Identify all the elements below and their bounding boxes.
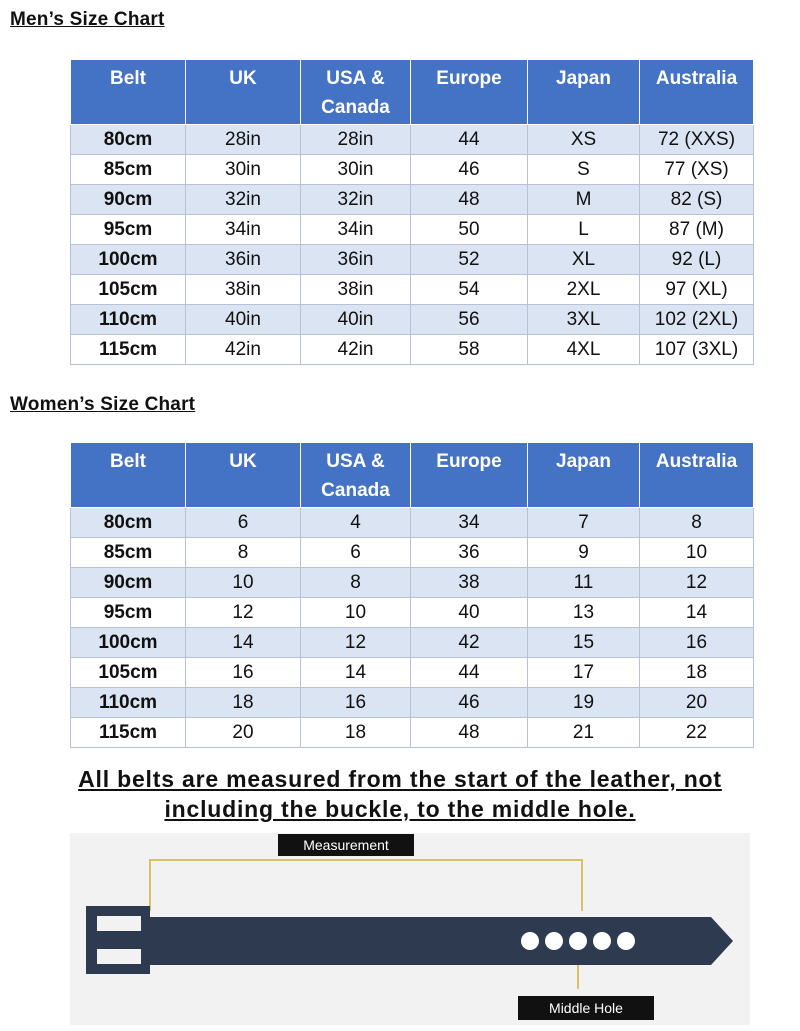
table-row: [71, 568, 754, 598]
size-cell: 12: [301, 628, 411, 658]
belt-size-cell: 95cm: [71, 215, 186, 245]
size-cell: 34in: [186, 215, 301, 245]
size-cell: 4XL: [528, 335, 640, 365]
buckle-slot-top: [97, 916, 141, 931]
belt-size-cell: 80cm: [71, 508, 186, 538]
size-cell: 12: [186, 598, 301, 628]
size-cell: 7: [528, 508, 640, 538]
table-row: [71, 215, 754, 245]
size-cell: 42in: [301, 335, 411, 365]
measurement-note: [0, 764, 800, 824]
belt-size-cell: 105cm: [71, 275, 186, 305]
size-cell: 8: [301, 568, 411, 598]
size-cell: 32in: [301, 185, 411, 215]
size-cell: 38: [411, 568, 528, 598]
size-cell: 44: [411, 658, 528, 688]
size-cell: 34: [411, 508, 528, 538]
size-cell: 20: [186, 718, 301, 748]
belt-hole: [545, 932, 563, 950]
size-cell: 15: [528, 628, 640, 658]
size-cell: L: [528, 215, 640, 245]
size-cell: 13: [528, 598, 640, 628]
measure-line-right: [581, 859, 583, 911]
size-cell: 18: [640, 658, 754, 688]
belt-size-cell: 100cm: [71, 628, 186, 658]
belt-size-cell: 90cm: [71, 568, 186, 598]
table-row: [71, 125, 754, 155]
size-cell: S: [528, 155, 640, 185]
size-cell: 18: [186, 688, 301, 718]
size-cell: 9: [528, 538, 640, 568]
column-header: Australia: [640, 443, 754, 508]
table-row: [71, 335, 754, 365]
column-header: UK: [186, 60, 301, 125]
table-row: [71, 508, 754, 538]
size-cell: 82 (S): [640, 185, 754, 215]
size-cell: 28in: [186, 125, 301, 155]
belt-size-cell: 85cm: [71, 155, 186, 185]
belt-size-cell: 95cm: [71, 598, 186, 628]
size-cell: 28in: [301, 125, 411, 155]
column-header: USA & Canada: [301, 443, 411, 508]
size-cell: 34in: [301, 215, 411, 245]
size-cell: 22: [640, 718, 754, 748]
womens-size-table: [70, 442, 754, 748]
mens-size-chart-title: Men’s Size Chart: [10, 9, 165, 30]
table-header-row: [71, 60, 754, 125]
buckle-slot-bottom: [97, 949, 141, 964]
measure-line-left: [149, 859, 151, 911]
table-row: [71, 628, 754, 658]
size-cell: 36: [411, 538, 528, 568]
belt-size-cell: 90cm: [71, 185, 186, 215]
size-cell: 14: [640, 598, 754, 628]
mens-size-table: [70, 59, 754, 365]
size-cell: 77 (XS): [640, 155, 754, 185]
size-cell: 72 (XXS): [640, 125, 754, 155]
size-cell: 46: [411, 155, 528, 185]
measurement-label: Measurement: [278, 834, 414, 856]
size-cell: 42: [411, 628, 528, 658]
size-cell: 2XL: [528, 275, 640, 305]
table-row: [71, 305, 754, 335]
size-cell: 56: [411, 305, 528, 335]
table-row: [71, 688, 754, 718]
size-cell: 38in: [301, 275, 411, 305]
size-cell: 30in: [186, 155, 301, 185]
column-header: Belt: [71, 443, 186, 508]
belt-size-cell: 100cm: [71, 245, 186, 275]
size-cell: 10: [301, 598, 411, 628]
belt-measurement-diagram: [70, 833, 750, 1025]
column-header: Belt: [71, 60, 186, 125]
size-cell: XL: [528, 245, 640, 275]
column-header: Japan: [528, 60, 640, 125]
table-header-row: [71, 443, 754, 508]
belt-tip: [711, 917, 733, 965]
belt-size-cell: 110cm: [71, 305, 186, 335]
column-header: Europe: [411, 60, 528, 125]
size-cell: 54: [411, 275, 528, 305]
size-cell: 19: [528, 688, 640, 718]
size-cell: 36in: [301, 245, 411, 275]
size-cell: 48: [411, 185, 528, 215]
table-row: [71, 155, 754, 185]
womens-size-chart-title: Women’s Size Chart: [10, 394, 196, 415]
size-cell: 20: [640, 688, 754, 718]
size-cell: 4: [301, 508, 411, 538]
size-cell: 21: [528, 718, 640, 748]
column-header: Europe: [411, 443, 528, 508]
size-cell: 36in: [186, 245, 301, 275]
belt-size-cell: 115cm: [71, 718, 186, 748]
table-row: [71, 185, 754, 215]
size-cell: 46: [411, 688, 528, 718]
size-cell: 14: [186, 628, 301, 658]
size-cell: XS: [528, 125, 640, 155]
size-cell: 6: [301, 538, 411, 568]
size-cell: 16: [301, 688, 411, 718]
belt-size-cell: 80cm: [71, 125, 186, 155]
size-cell: 44: [411, 125, 528, 155]
table-row: [71, 275, 754, 305]
belt-hole: [569, 932, 587, 950]
size-cell: 40in: [301, 305, 411, 335]
belt-hole: [593, 932, 611, 950]
size-cell: 30in: [301, 155, 411, 185]
size-cell: 40in: [186, 305, 301, 335]
table-row: [71, 245, 754, 275]
column-header: UK: [186, 443, 301, 508]
table-row: [71, 538, 754, 568]
size-cell: 102 (2XL): [640, 305, 754, 335]
belt-size-cell: 115cm: [71, 335, 186, 365]
size-cell: 87 (M): [640, 215, 754, 245]
table-row: [71, 658, 754, 688]
column-header: USA & Canada: [301, 60, 411, 125]
size-cell: 38in: [186, 275, 301, 305]
table-row: [71, 718, 754, 748]
size-cell: 12: [640, 568, 754, 598]
middle-hole-label: Middle Hole: [518, 996, 654, 1020]
belt-hole: [521, 932, 539, 950]
size-cell: 10: [640, 538, 754, 568]
table-row: [71, 598, 754, 628]
size-cell: 3XL: [528, 305, 640, 335]
size-cell: 16: [640, 628, 754, 658]
measurement-note-line-2: including the buckle, to the middle hole.: [164, 796, 636, 822]
size-cell: 17: [528, 658, 640, 688]
belt-size-cell: 105cm: [71, 658, 186, 688]
size-cell: 97 (XL): [640, 275, 754, 305]
size-cell: 8: [640, 508, 754, 538]
belt-size-cell: 110cm: [71, 688, 186, 718]
column-header: Japan: [528, 443, 640, 508]
size-cell: 11: [528, 568, 640, 598]
size-cell: 14: [301, 658, 411, 688]
size-cell: M: [528, 185, 640, 215]
size-cell: 52: [411, 245, 528, 275]
size-cell: 10: [186, 568, 301, 598]
measure-line-top: [149, 859, 583, 861]
size-cell: 42in: [186, 335, 301, 365]
size-cell: 32in: [186, 185, 301, 215]
size-cell: 16: [186, 658, 301, 688]
size-cell: 107 (3XL): [640, 335, 754, 365]
size-cell: 58: [411, 335, 528, 365]
measurement-note-line-1: All belts are measured from the start of the leather, not: [78, 766, 722, 792]
belt-hole: [617, 932, 635, 950]
size-cell: 8: [186, 538, 301, 568]
size-cell: 40: [411, 598, 528, 628]
column-header: Australia: [640, 60, 754, 125]
size-cell: 6: [186, 508, 301, 538]
belt-size-cell: 85cm: [71, 538, 186, 568]
size-cell: 50: [411, 215, 528, 245]
size-cell: 92 (L): [640, 245, 754, 275]
size-cell: 18: [301, 718, 411, 748]
size-cell: 48: [411, 718, 528, 748]
